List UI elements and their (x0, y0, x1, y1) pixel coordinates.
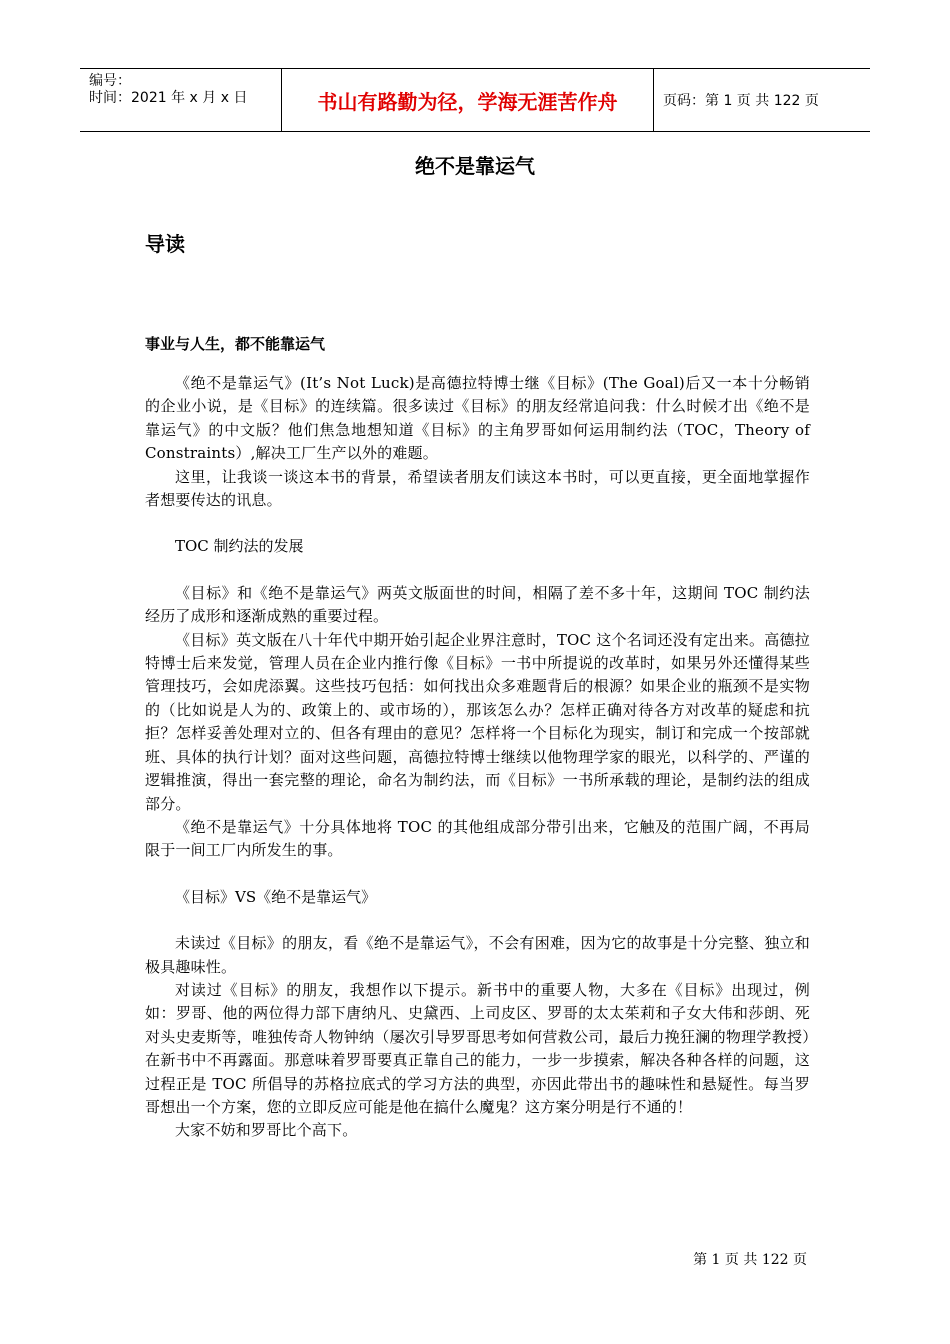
header-page-info: 页码：第 1 页 共 122 页 (663, 93, 819, 109)
section-heading: 导读 (145, 232, 185, 256)
paragraph: 未读过《目标》的朋友，看《绝不是靠运气》，不会有困难，因为它的故事是十分完整、独立和极具趣味性。 (145, 934, 810, 976)
document-title: 绝不是靠运气 (415, 154, 535, 178)
header-left (80, 69, 281, 131)
page-header (80, 68, 870, 132)
section-title: TOC 制约法的发展 (175, 537, 304, 556)
number-label: 编号： (89, 73, 131, 89)
paragraph: 大家不妨和罗哥比个高下。 (175, 1121, 358, 1140)
paragraph: 《目标》英文版在八十年代中期开始引起企业界注意时，TOC 这个名词还没有定出来。高德拉特博士后来发觉，管理人员在企业内推行像《目标》一书中所提说的改革时，如果另外还懂得某些管理技巧，会如虎添翼。这些技巧包括：如何找出众多难题背后的根源？如果企业的瓶颈不是实物的（比如说是人为的、政策上的、或市场的），那该怎么办？怎样正确对待各方对改革的疑虑和抗拒？怎样妥善处理对立的、但各有理由的意见？怎样将一个目标化为现实，制订和完成一个按部就班、具体的执行计划？面对这些问题，高德拉特博士继续以他物理学家的眼光，以科学的、严谨的逻辑推演，得出一套完整的理论，命名为制约法，而《目标》一书所承载的理论，是制约法的组成部分。 (145, 630, 810, 813)
date-label: 时间：2021 年 x 月 x 日 (89, 90, 248, 106)
paragraph: 《目标》和《绝不是靠运气》两英文版面世的时间，相隔了差不多十年，这期间 TOC 制约法经历了成形和逐渐成熟的重要过程。 (145, 583, 810, 626)
paragraph: 《绝不是靠运气》(It’s Not Luck)是高德拉特博士继《目标》(The Goal)后又一本十分畅销的企业小说，是《目标》的连续篇。很多读过《目标》的朋友经常追问我：什么时候才出《绝不是靠运气》的中文版？他们焦急地想知道《目标》的主角罗哥如何运用制约法（TOC，Theory of Constraints）,解决工厂生产以外的难题。 (145, 374, 810, 463)
paragraph: 对读过《目标》的朋友，我想作以下提示。新书中的重要人物，大多在《目标》出现过，例如：罗哥、他的两位得力部下唐纳凡、史黛西、上司皮区、罗哥的太太茱莉和子女大伟和莎朗、死对头史麦斯等，唯独传奇人物钟纳（屡次引导罗哥思考如何营救公司，最后力挽狂澜的物理学教授）在新书中不再露面。那意味着罗哥要真正靠自己的能力，一步一步摸索，解决各种各样的问题，这过程正是 TOC 所倡导的苏格拉底式的学习方法的典型，亦因此带出书的趣味性和悬疑性。每当罗哥想出一个方案，您的立即反应可能是他在搞什么魔鬼？这方案分明是行不通的！ (145, 980, 810, 1116)
paragraph: 这里，让我谈一谈这本书的背景，希望读者朋友们读这本书时，可以更直接，更全面地掌握作者想要传达的讯息。 (145, 467, 810, 510)
section-title: 《目标》VS《绝不是靠运气》 (175, 887, 377, 906)
subheading: 事业与人生，都不能靠运气 (145, 335, 326, 353)
header-motto: 书山有路勤为径，学海无涯苦作舟 (281, 69, 654, 131)
paragraph: 《绝不是靠运气》十分具体地将 TOC 的其他组成部分带引出来，它触及的范围广阔，不再局限于一间工厂内所发生的事。 (145, 817, 810, 860)
document-body (145, 228, 810, 1143)
page-footer: 第 1 页 共 122 页 (693, 1252, 807, 1268)
